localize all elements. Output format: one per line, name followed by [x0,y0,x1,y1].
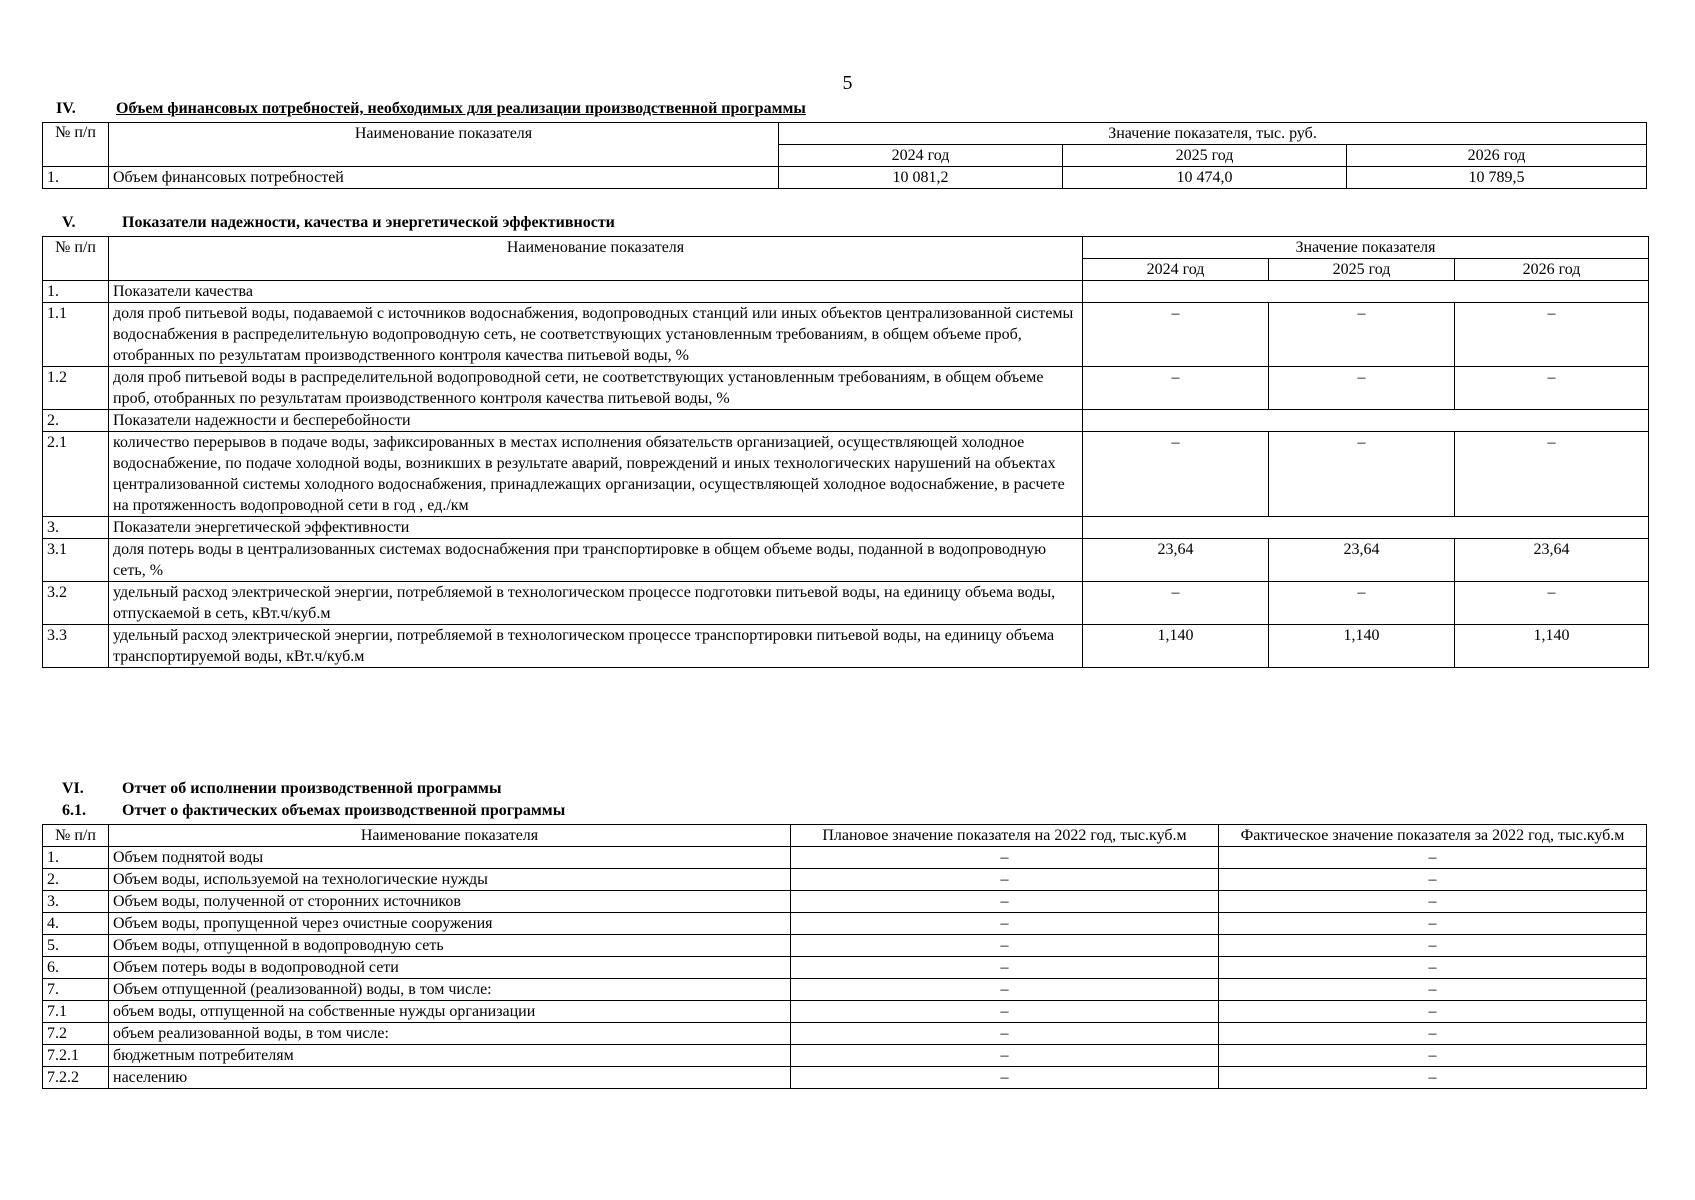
row-name: Объем финансовых потребностей [109,167,779,189]
section-4-title: Объем финансовых потребностей, необходимых для реализации производственной программы [116,100,806,117]
table-row [43,582,1649,625]
group-row [43,281,1649,303]
row-value: – [1269,367,1455,410]
row-name: объем воды, отпущенной на собственные нужды организации [109,1001,791,1023]
row-name: Объем воды, полученной от сторонних источников [109,891,791,913]
table-row [43,869,1647,891]
row-plan-value: – [791,1045,1219,1067]
row-fact-value: – [1219,869,1647,891]
table-row [43,167,1647,189]
row-plan-value: – [791,913,1219,935]
column-header-num: № п/п [43,825,109,847]
row-value: – [1455,303,1649,367]
section-4-heading [56,100,806,118]
table-row [43,979,1647,1001]
row-value: – [1083,582,1269,625]
table-row [43,1067,1647,1089]
row-plan-value: – [791,979,1219,1001]
group-row [43,410,1649,432]
row-number: 3. [43,517,109,539]
column-header-plan: Плановое значение показателя на 2022 год, тыс.куб.м [791,825,1219,847]
column-header-year: 2025 год [1063,145,1347,167]
row-value: 1,140 [1269,625,1455,668]
column-header-name: Наименование показателя [109,237,1083,281]
row-value: – [1455,582,1649,625]
group-empty-cell [1083,410,1649,432]
row-number: 2. [43,869,109,891]
row-value: 1,140 [1083,625,1269,668]
row-number: 7.2.2 [43,1067,109,1089]
table-row [43,957,1647,979]
row-value: – [1269,303,1455,367]
row-plan-value: – [791,1023,1219,1045]
section-6-title: Отчет об исполнении производственной программы [122,780,502,797]
header-row [43,123,1647,145]
row-value: 10 789,5 [1347,167,1647,189]
row-number: 2.1 [43,432,109,517]
column-header-name: Наименование показателя [109,825,791,847]
row-number: 7.2.1 [43,1045,109,1067]
financial-needs-table [42,122,1647,189]
table-row [43,913,1647,935]
section-5-heading [62,214,615,232]
row-value: – [1455,432,1649,517]
actual-volumes-table [42,824,1647,1089]
row-number: 7.1 [43,1001,109,1023]
row-name: доля проб питьевой воды в распределительной водопроводной сети, не соответствующих установленным требованиям, в общем объеме проб, отобранных по результатам производственного контроля качества питьевой воды, % [109,367,1083,410]
group-empty-cell [1083,281,1649,303]
table-row [43,935,1647,957]
column-header-name: Наименование показателя [109,123,779,167]
row-name: Объем поднятой воды [109,847,791,869]
column-header-number: № п/п [43,237,109,281]
row-fact-value: – [1219,847,1647,869]
table-row [43,891,1647,913]
row-number: 3. [43,891,109,913]
row-number: 1. [43,847,109,869]
row-name: доля потерь воды в централизованных системах водоснабжения при транспортировке в общем объеме воды, поданной в водопроводную сеть, % [109,539,1083,582]
row-number: 3.1 [43,539,109,582]
row-fact-value: – [1219,913,1647,935]
reliability-indicators-table [42,236,1649,668]
page-number: 5 [842,72,853,94]
column-header-fact: Фактическое значение показателя за 2022 год, тыс.куб.м [1219,825,1647,847]
row-value: – [1455,367,1649,410]
row-name: Объем отпущенной (реализованной) воды, в том числе: [109,979,791,1001]
section-6-1-heading [62,802,565,820]
row-name: количество перерывов в подаче воды, зафиксированных в местах исполнения обязательств организацией, осуществляющей холодное водоснабжение, по подаче холодной воды, возникших в результате аварий, повреждений и иных технологических нарушений на объектах централизованной системы холодного водоснабжения, принадлежащих организации, осуществляющей холодное водоснабжение, в расчете на протяженность водопроводной сети в год , ед./км [109,432,1083,517]
row-fact-value: – [1219,935,1647,957]
row-name: Объем воды, пропущенной через очистные сооружения [109,913,791,935]
row-number: 3.2 [43,582,109,625]
row-number: 1. [43,167,109,189]
table-row [43,303,1649,367]
section-6-1-number: 6.1. [62,802,86,819]
row-value: 10 081,2 [779,167,1063,189]
row-plan-value: – [791,935,1219,957]
section-5-title: Показатели надежности, качества и энергетической эффективности [122,214,615,231]
row-plan-value: – [791,869,1219,891]
row-value: – [1269,582,1455,625]
row-plan-value: – [791,1001,1219,1023]
row-value: – [1083,432,1269,517]
row-name: Объем потерь воды в водопроводной сети [109,957,791,979]
row-number: 3.3 [43,625,109,668]
group-name: Показатели энергетической эффективности [109,517,1083,539]
row-plan-value: – [791,957,1219,979]
row-name: Объем воды, используемой на технологические нужды [109,869,791,891]
header-row [43,237,1649,259]
row-number: 1.2 [43,367,109,410]
table-row [43,847,1647,869]
row-value: 1,140 [1455,625,1649,668]
row-fact-value: – [1219,1067,1647,1089]
column-header-value: Значение показателя [1083,237,1649,259]
column-header-value: Значение показателя, тыс. руб. [779,123,1647,145]
row-value: – [1269,432,1455,517]
row-number: 4. [43,913,109,935]
row-fact-value: – [1219,891,1647,913]
row-value: – [1083,367,1269,410]
table-row [43,367,1649,410]
table-row [43,1023,1647,1045]
table-row [43,625,1649,668]
column-header-year: 2025 год [1269,259,1455,281]
section-6-1-title: Отчет о фактических объемах производственной программы [122,802,566,819]
row-fact-value: – [1219,979,1647,1001]
table-row [43,1001,1647,1023]
row-name: объем реализованной воды, в том числе: [109,1023,791,1045]
row-fact-value: – [1219,1001,1647,1023]
section-6-number: VI. [62,780,84,797]
row-plan-value: – [791,847,1219,869]
row-fact-value: – [1219,1023,1647,1045]
row-name: доля проб питьевой воды, подаваемой с источников водоснабжения, водопроводных станций или иных объектов централизованной системы водоснабжения в распределительную водопроводную сеть, не соответствующих установленным требованиям, в общем объеме проб, отобранных по результатам производственного контроля качества питьевой воды, % [109,303,1083,367]
column-header-number: № п/п [43,123,109,167]
row-number: 7. [43,979,109,1001]
group-name: Показатели надежности и бесперебойности [109,410,1083,432]
row-number: 1. [43,281,109,303]
row-number: 2. [43,410,109,432]
row-name: Объем воды, отпущенной в водопроводную сеть [109,935,791,957]
row-value: 23,64 [1455,539,1649,582]
group-row [43,517,1649,539]
row-number: 7.2 [43,1023,109,1045]
row-name: удельный расход электрической энергии, потребляемой в технологическом процессе подготовки питьевой воды, на единицу объема воды, отпускаемой в сеть, кВт.ч/куб.м [109,582,1083,625]
row-fact-value: – [1219,1045,1647,1067]
column-header-year: 2026 год [1347,145,1647,167]
row-name: населению [109,1067,791,1089]
row-name: удельный расход электрической энергии, потребляемой в технологическом процессе транспортировки питьевой воды, на единицу объема транспортируемой воды, кВт.ч/куб.м [109,625,1083,668]
row-value: 10 474,0 [1063,167,1347,189]
header-row [43,825,1647,847]
row-name: бюджетным потребителям [109,1045,791,1067]
row-value: – [1083,303,1269,367]
row-value: 23,64 [1269,539,1455,582]
row-plan-value: – [791,891,1219,913]
row-value: 23,64 [1083,539,1269,582]
column-header-year: 2024 год [779,145,1063,167]
table-row [43,432,1649,517]
group-empty-cell [1083,517,1649,539]
table-row [43,539,1649,582]
row-number: 5. [43,935,109,957]
section-5-number: V. [62,214,76,231]
section-4-number: IV. [56,100,76,117]
table-row [43,1045,1647,1067]
row-fact-value: – [1219,957,1647,979]
group-name: Показатели качества [109,281,1083,303]
row-plan-value: – [791,1067,1219,1089]
column-header-year: 2026 год [1455,259,1649,281]
section-6-heading [62,780,501,798]
column-header-year: 2024 год [1083,259,1269,281]
row-number: 1.1 [43,303,109,367]
row-number: 6. [43,957,109,979]
